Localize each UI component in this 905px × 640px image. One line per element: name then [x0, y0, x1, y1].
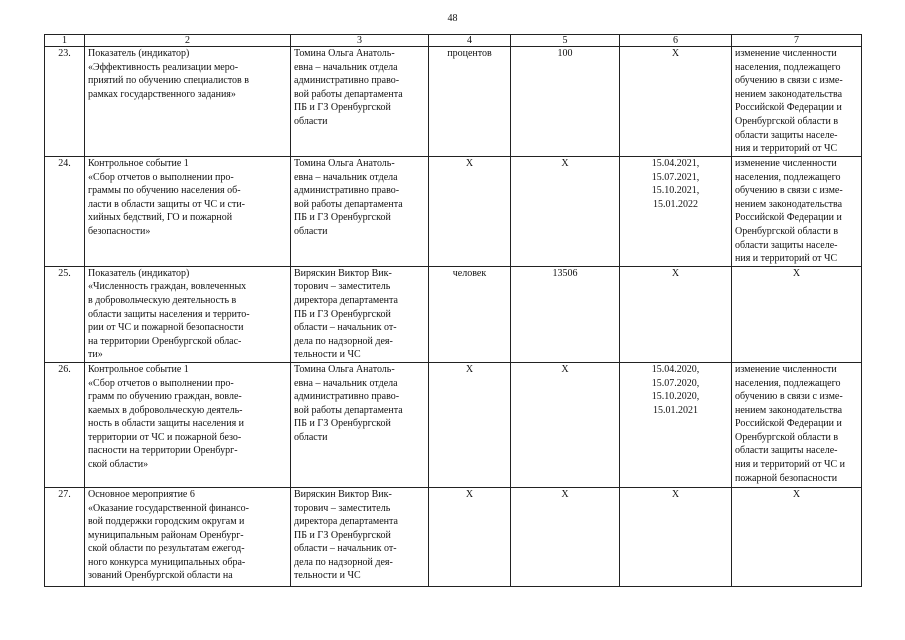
- row-responsible: Томина Ольга Анатоль- евна – начальник отдела административно право- вой работы департамента ПБ и ГЗ Оренбургской области: [291, 362, 429, 487]
- table-row: [45, 47, 862, 157]
- column-number-row: [45, 35, 862, 47]
- row-unit: X: [429, 362, 511, 487]
- column-header-5: 5: [511, 35, 620, 47]
- row-date: X: [620, 266, 732, 362]
- column-header-2: 2: [85, 35, 291, 47]
- row-unit: человек: [429, 266, 511, 362]
- row-value: X: [511, 157, 620, 267]
- table-row: [45, 157, 862, 267]
- row-number: 24.: [45, 157, 85, 267]
- row-number: 23.: [45, 47, 85, 157]
- row-unit: X: [429, 157, 511, 267]
- row-name: Контрольное событие 1 «Сбор отчетов о выполнении про- граммы по обучению населения об- ласти в области защиты от ЧС и сти- хийных бедствий, ГО и пожарной безопасности»: [85, 157, 291, 267]
- row-name: Показатель (индикатор) «Численность граждан, вовлеченных в добровольческую деятельность в области защиты населения и террито- рии от ЧС и пожарной безопасности на территории Оренбургской облас- ти»: [85, 266, 291, 362]
- column-header-3: 3: [291, 35, 429, 47]
- row-note: изменение численности населения, подлежащего обучению в связи с изме- нением законодательства Российской Федерации и Оренбургской области в области защиты населе- ния и территорий от ЧС и пожарной безопасности: [732, 362, 862, 487]
- row-name: Показатель (индикатор) «Эффективность реализации меро- приятий по обучению специалистов в рамках государственного задания»: [85, 47, 291, 157]
- row-value: X: [511, 487, 620, 586]
- row-date: X: [620, 47, 732, 157]
- page-number: 48: [447, 13, 458, 24]
- column-header-4: 4: [429, 35, 511, 47]
- table-row: [45, 362, 862, 487]
- table-row: [45, 487, 862, 586]
- row-name: Основное мероприятие 6 «Оказание государственной финансо- вой поддержки городским округам и муниципальным районам Оренбург- ской области по результатам ежегод- ного конкурса муниципальных обра- зований Оренбургской области на: [85, 487, 291, 586]
- row-responsible: Виряскин Виктор Вик- торович – заместитель директора департамента ПБ и ГЗ Оренбургской области – начальник от- дела по надзорной дея- тельности и ЧС: [291, 266, 429, 362]
- row-unit: процентов: [429, 47, 511, 157]
- column-header-7: 7: [732, 35, 862, 47]
- row-note: изменение численности населения, подлежащего обучению в связи с изме- нением законодательства Российской Федерации и Оренбургской области в области защиты населе- ния и территорий от ЧС: [732, 47, 862, 157]
- row-responsible: Виряскин Виктор Вик- торович – заместитель директора департамента ПБ и ГЗ Оренбургской области – начальник от- дела по надзорной дея- тельности и ЧС: [291, 487, 429, 586]
- table-row: [45, 266, 862, 362]
- column-header-1: 1: [45, 35, 85, 47]
- row-name: Контрольное событие 1 «Сбор отчетов о выполнении про- грамм по обучению граждан, вовле- каемых в добровольческую деятель- ность в области защиты населения и территории от ЧС и пожарной безо- пасности на территории Оренбург- ской области»: [85, 362, 291, 487]
- row-responsible: Томина Ольга Анатоль- евна – начальник отдела административно право- вой работы департамента ПБ и ГЗ Оренбургской области: [291, 47, 429, 157]
- program-table: [44, 34, 862, 587]
- row-responsible: Томина Ольга Анатоль- евна – начальник отдела административно право- вой работы департамента ПБ и ГЗ Оренбургской области: [291, 157, 429, 267]
- column-header-6: 6: [620, 35, 732, 47]
- row-number: 26.: [45, 362, 85, 487]
- row-unit: X: [429, 487, 511, 586]
- row-value: X: [511, 362, 620, 487]
- row-note: изменение численности населения, подлежащего обучению в связи с изме- нением законодательства Российской Федерации и Оренбургской области в области защиты населе- ния и территорий от ЧС: [732, 157, 862, 267]
- row-number: 27.: [45, 487, 85, 586]
- row-date: 15.04.2020, 15.07.2020, 15.10.2020, 15.01.2021: [620, 362, 732, 487]
- row-note: X: [732, 487, 862, 586]
- row-value: 100: [511, 47, 620, 157]
- row-note: X: [732, 266, 862, 362]
- row-value: 13506: [511, 266, 620, 362]
- row-date: 15.04.2021, 15.07.2021, 15.10.2021, 15.01.2022: [620, 157, 732, 267]
- row-date: X: [620, 487, 732, 586]
- row-number: 25.: [45, 266, 85, 362]
